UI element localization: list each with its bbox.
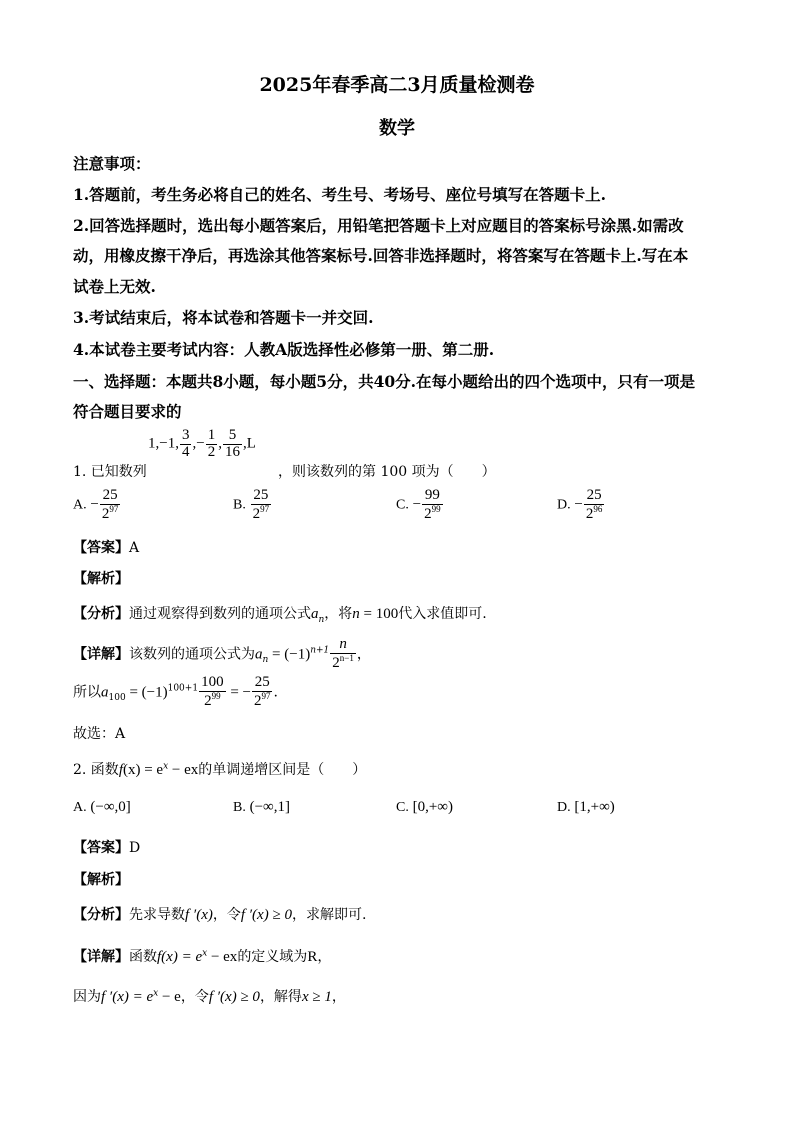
- q1-option-d: D. − $\frac{25}{2^{96}}$: [557, 487, 603, 522]
- notice-item-3: 3.考试结束后，将本试卷和答题卡一并交回.: [73, 308, 374, 327]
- q1-detail: 【详解】该数列的通项公式为$a_n = (-1)^{n+1}$ $\frac{n}{2^{n-1}}$ ，: [73, 636, 371, 671]
- q2-answer: 【答案】D: [73, 840, 141, 856]
- section-heading-cont: 符合题目要求的: [73, 402, 182, 421]
- q2-analysis-tag: 【解析】: [73, 872, 129, 888]
- subject-title: 数学: [379, 118, 415, 139]
- notice-heading: 注意事项：: [73, 154, 151, 173]
- q2-stem: 2. 函数$f(x) = e^x$ − ex的单调递增区间是（ ）: [73, 761, 367, 778]
- q1-choose: 故选：A: [73, 726, 126, 742]
- section-heading: 一、选择题：本题共8小题，每小题5分，共40分.在每小题给出的四个选项中，只有一项是: [73, 372, 696, 391]
- notice-item-2-end: 试卷上无效.: [73, 277, 156, 296]
- q1-answer: 【答案】A: [73, 540, 140, 556]
- q2-fenxi: 【分析】先求导数f ′(x)，令f ′(x) ≥ 0，求解即可.: [73, 907, 367, 923]
- q1-fenxi: 【分析】通过观察得到数列的通项公式$a_n$，将n = 100代入求值即可.: [73, 606, 487, 625]
- notice-item-2: 2.回答选择题时，选出每小题答案后，用铅笔把答题卡上对应题目的答案标号涂黑.如需改: [73, 216, 684, 235]
- q1-option-c: C. − $\frac{99}{2^{99}}$: [396, 487, 441, 522]
- q2-detail: 【详解】函数$f(x) = e^x$ − ex的定义域为R，: [73, 948, 332, 965]
- page-title: 2025年春季高二3月质量检测卷: [259, 74, 535, 96]
- q2-option-b: B. (−∞,1]: [233, 799, 290, 815]
- q1-option-a: A. − $\frac{25}{2^{97}}$: [73, 487, 119, 522]
- notice-item-4: 4.本试卷主要考试内容：人教A版选择性必修第一册、第二册.: [73, 340, 495, 359]
- notice-item-1: 1.答题前，考生务必将自己的姓名、考生号、考场号、座位号填写在答题卡上.: [73, 185, 607, 204]
- q1-stem-prefix: 1. 已知数列: [73, 464, 147, 480]
- q1-sequence: 1,−1, $\frac{3}{4}$ ,− $\frac{1}{2}$ , $\frac{5}{16}$ ,L: [148, 427, 256, 460]
- q2-option-c: C. [0,+∞): [396, 799, 453, 815]
- q2-option-d: D. [1,+∞): [557, 799, 615, 815]
- q1-option-b: B. $\frac{25}{2^{97}}$: [233, 487, 270, 522]
- q1-detail-so: 所以$a_{100} = (-1)^{100+1}$ $\frac{100}{2^{99}}$ = − $\frac{25}{2^{97}}$ .: [73, 674, 278, 709]
- q2-option-a: A. (−∞,0]: [73, 799, 131, 815]
- notice-item-2-cont: 动，用橡皮擦干净后，再选涂其他答案标号.回答非选择题时，将答案写在答题卡上.写在本: [73, 246, 689, 265]
- q1-analysis-tag: 【解析】: [73, 571, 129, 587]
- q2-detail-because: 因为f $'(x) = e^x - e$，令f ′(x) ≥ 0，解得x ≥ 1，: [73, 988, 346, 1005]
- q1-stem-suffix: ，则该数列的第 100 项为（ ）: [278, 464, 496, 480]
